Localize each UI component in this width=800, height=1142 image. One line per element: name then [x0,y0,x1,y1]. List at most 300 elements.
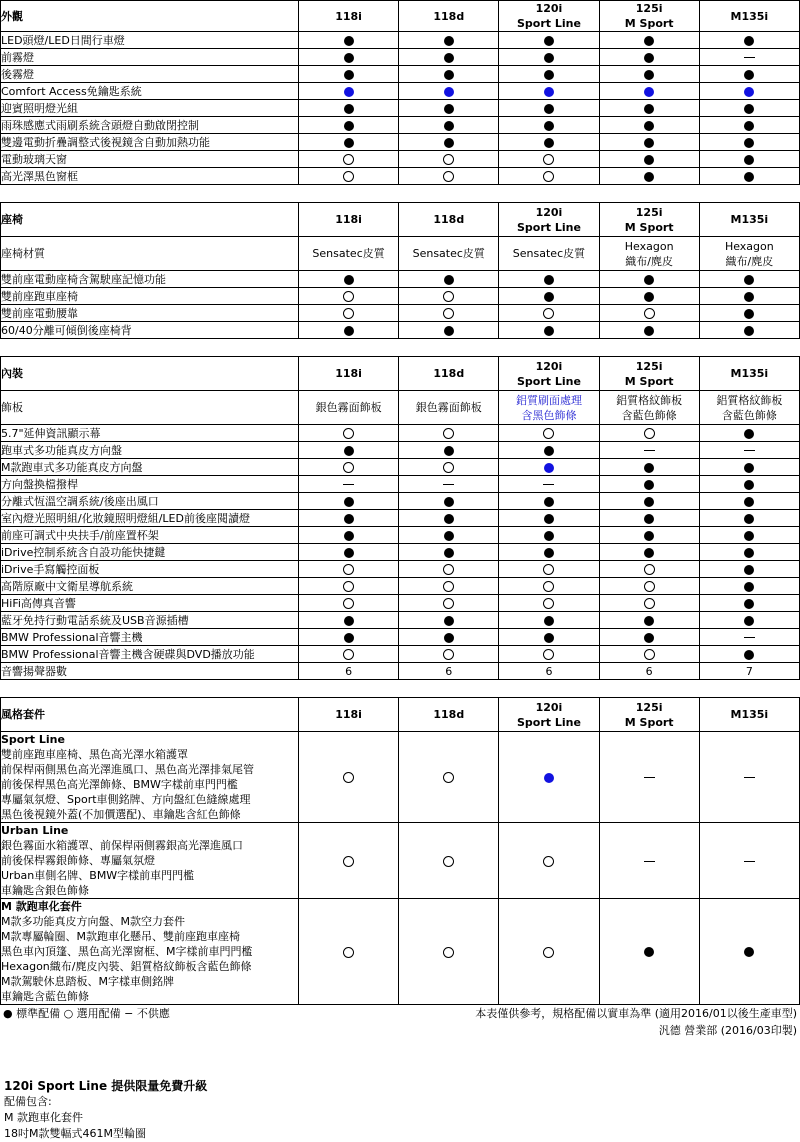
table-row [1,459,800,476]
optional-circle-icon [543,856,554,867]
table-row [1,322,800,339]
row-label: 座椅材質 [1,237,299,271]
standard-dot-icon [644,633,654,643]
package-row [1,732,800,823]
row-label: 雨珠感應式雨刷系統含頭燈自動啟閉控制 [1,117,299,134]
row-value [599,459,699,476]
row-value [499,83,599,100]
package-description [1,823,299,899]
table-row [1,476,800,493]
row-label: 雙前座跑車座椅 [1,288,299,305]
promo-item: M 款跑車化套件 [4,1111,83,1124]
row-value [399,732,499,823]
row-value [399,271,499,288]
standard-dot-icon [644,138,654,148]
value-text: 6 [545,664,553,678]
row-value [299,493,399,510]
row-value [499,612,599,629]
exterior-table [0,0,800,185]
row-value [299,732,399,823]
standard-dot-icon [744,326,754,336]
row-value [699,134,799,151]
table-row [1,32,800,49]
optional-circle-icon [443,772,454,783]
row-value [599,83,699,100]
package-feature: 雙前座跑車座椅、黑色高光澤水箱護罩 [1,748,188,761]
optional-circle-icon [343,772,354,783]
optional-circle-icon [343,154,354,165]
standard-dot-icon [744,582,754,592]
row-value [599,425,699,442]
standard-dot-icon [644,497,654,507]
row-value [299,117,399,134]
row-value [399,561,499,578]
standard-dot-icon [344,138,354,148]
standard-dot-icon [744,548,754,558]
table-row [1,646,800,663]
row-value [399,612,499,629]
row-value [499,899,599,1005]
package-feature: 黑色後視鏡外蓋(不加價選配)、車鑰匙含紅色飾條 [1,808,241,821]
row-value [499,168,599,185]
package-name: M 款跑車化套件 [1,900,82,913]
packages-table [0,697,800,1005]
row-value [699,544,799,561]
row-label: 雙邊電動折疊調整式後視鏡含自動加熱功能 [1,134,299,151]
standard-dot-icon [344,497,354,507]
row-value [599,288,699,305]
row-value [599,493,699,510]
table-row [1,151,800,168]
row-value [599,544,699,561]
row-value [399,544,499,561]
row-value [399,823,499,899]
trim-row [1,391,800,425]
standard-dot-icon [344,633,354,643]
interior-table [0,356,800,680]
row-value [399,134,499,151]
standard-dot-icon [344,616,354,626]
standard-dot-icon [544,633,554,643]
dealer-note: 汎德 營業部 (2016/03印製) [658,1024,797,1037]
standard-dot-icon [544,121,554,131]
cell-text: 鋁質格紋飾板 含藍色飾條 [599,391,699,425]
table-row [1,425,800,442]
package-feature: 車鑰匙含銀色飾條 [1,884,89,897]
value-text: 6 [345,664,353,678]
standard-dot-icon [644,53,654,63]
row-value [599,527,699,544]
table-row [1,493,800,510]
optional-circle-icon [543,598,554,609]
table-row [1,83,800,100]
standard-dot-icon [644,947,654,957]
standard-dot-icon [644,172,654,182]
row-label: 前霧燈 [1,49,299,66]
row-value [699,83,799,100]
row-value [699,442,799,459]
optional-circle-icon [644,649,655,660]
row-value [299,288,399,305]
standard-dot-icon [744,172,754,182]
table-row [1,527,800,544]
row-label: 雙前座電動座椅含駕駛座記憶功能 [1,271,299,288]
model-header: M135i [699,357,799,391]
package-description [1,732,299,823]
value-text: 6 [445,664,453,678]
standard-dot-icon [744,104,754,114]
row-value [299,151,399,168]
model-header: 125i M Sport [599,357,699,391]
row-value [399,629,499,646]
not-available-dash-icon [644,861,655,862]
standard-dot-icon [544,531,554,541]
optional-circle-icon [543,171,554,182]
standard-dot-icon [444,326,454,336]
row-label: 方向盤換檔撥桿 [1,476,299,493]
row-value [299,425,399,442]
row-value [599,510,699,527]
standard-dot-icon [544,616,554,626]
model-header: 118d [399,1,499,32]
standard-dot-icon [744,514,754,524]
row-value [599,32,699,49]
optional-circle-icon [644,598,655,609]
row-value [499,510,599,527]
standard-dot-icon [444,121,454,131]
table-row [1,612,800,629]
row-value [399,117,499,134]
row-value [299,510,399,527]
blue-option-dot-icon [444,87,454,97]
row-value [299,823,399,899]
optional-circle-icon [443,947,454,958]
legend: ● 標準配備 ○ 選用配備 − 不供應 [3,1007,170,1020]
row-label: 高階原廠中文衛星導航系統 [1,578,299,595]
optional-circle-icon [644,581,655,592]
standard-dot-icon [444,36,454,46]
row-value [399,476,499,493]
standard-dot-icon [544,104,554,114]
standard-dot-icon [644,514,654,524]
standard-dot-icon [444,275,454,285]
optional-circle-icon [343,947,354,958]
row-value [599,117,699,134]
optional-circle-icon [343,649,354,660]
optional-circle-icon [443,649,454,660]
row-value [399,32,499,49]
standard-dot-icon [644,326,654,336]
model-header: 118i [299,698,399,732]
package-feature: Hexagon織布/麂皮內裝、鋁質格紋飾板含藍色飾條 [1,960,252,973]
row-value [399,595,499,612]
row-value [299,134,399,151]
section-title: 外觀 [1,1,299,32]
section-title: 內裝 [1,357,299,391]
row-value [699,732,799,823]
standard-dot-icon [644,275,654,285]
row-value [299,899,399,1005]
row-value [699,823,799,899]
row-value [499,151,599,168]
standard-dot-icon [544,548,554,558]
row-value [599,646,699,663]
row-value [599,305,699,322]
row-label: 分離式恆溫空調系統/後座出風口 [1,493,299,510]
optional-circle-icon [543,947,554,958]
row-value [599,663,699,680]
promo-item: 18吋M款雙輻式461M型輪圈 [4,1127,146,1140]
section-gap [0,185,800,202]
row-value [499,425,599,442]
row-value [299,100,399,117]
row-label: Comfort Access免鑰匙系統 [1,83,299,100]
row-value [499,493,599,510]
row-value [499,476,599,493]
standard-dot-icon [444,531,454,541]
row-value [499,595,599,612]
row-value [299,66,399,83]
row-value [299,476,399,493]
optional-circle-icon [644,308,655,319]
standard-dot-icon [744,155,754,165]
row-value [299,271,399,288]
cell-text: Sensatec皮質 [299,237,399,271]
row-value [499,732,599,823]
model-header: 118d [399,357,499,391]
model-header: 120i Sport Line [499,357,599,391]
optional-circle-icon [343,308,354,319]
row-value [599,151,699,168]
table-row [1,544,800,561]
row-value [599,899,699,1005]
optional-circle-icon [443,598,454,609]
model-header: 118d [399,698,499,732]
row-value [699,117,799,134]
row-value [399,646,499,663]
row-label: HiFi高傳真音響 [1,595,299,612]
optional-circle-icon [343,564,354,575]
cell-text: Hexagon 織布/麂皮 [599,237,699,271]
standard-dot-icon [744,429,754,439]
blue-option-dot-icon [544,773,554,783]
optional-circle-icon [443,171,454,182]
standard-dot-icon [344,326,354,336]
row-value [699,425,799,442]
standard-dot-icon [344,121,354,131]
row-label: BMW Professional音響主機含硬碟與DVD播放功能 [1,646,299,663]
promo-section [4,1078,207,1142]
row-value [699,288,799,305]
row-value [399,510,499,527]
table-row [1,442,800,459]
standard-dot-icon [644,292,654,302]
package-feature: 專屬氣氛燈、Sport車側銘牌、方向盤紅色縫線處理 [1,793,251,806]
standard-dot-icon [644,531,654,541]
standard-dot-icon [744,531,754,541]
row-value [399,493,499,510]
row-value [699,646,799,663]
row-value [699,578,799,595]
not-available-dash-icon [744,57,755,58]
table-row [1,134,800,151]
cell-text: 銀色霧面飾板 [299,391,399,425]
row-value [699,459,799,476]
standard-dot-icon [544,138,554,148]
not-available-dash-icon [744,861,755,862]
optional-circle-icon [543,564,554,575]
table-row [1,66,800,83]
standard-dot-icon [744,275,754,285]
promo-intro: 配備包含: [4,1095,52,1108]
row-label: 60/40分離可傾倒後座椅背 [1,322,299,339]
row-value [699,66,799,83]
table-row [1,561,800,578]
model-header: 125i M Sport [599,698,699,732]
standard-dot-icon [744,309,754,319]
row-value [299,49,399,66]
optional-circle-icon [443,856,454,867]
row-value [399,151,499,168]
optional-circle-icon [543,428,554,439]
standard-dot-icon [644,121,654,131]
package-description [1,899,299,1005]
model-header: 118d [399,203,499,237]
row-value [699,527,799,544]
optional-circle-icon [543,154,554,165]
optional-circle-icon [543,649,554,660]
standard-dot-icon [544,70,554,80]
row-value [299,612,399,629]
standard-dot-icon [744,121,754,131]
row-value [699,322,799,339]
row-value [499,322,599,339]
standard-dot-icon [344,531,354,541]
not-available-dash-icon [744,777,755,778]
row-value [499,100,599,117]
row-value [399,899,499,1005]
optional-circle-icon [343,428,354,439]
row-value [599,476,699,493]
package-feature: 黑色車內頂篷、黑色高光澤窗框、M字樣前車門門檻 [1,945,253,958]
row-value [499,629,599,646]
blue-option-dot-icon [344,87,354,97]
standard-dot-icon [344,70,354,80]
row-value [499,32,599,49]
model-header: M135i [699,1,799,32]
optional-circle-icon [343,291,354,302]
standard-dot-icon [444,616,454,626]
standard-dot-icon [344,36,354,46]
row-value [499,663,599,680]
row-value [699,899,799,1005]
optional-circle-icon [443,564,454,575]
row-label: 5.7"延伸資訊顯示幕 [1,425,299,442]
value-text: 6 [645,664,653,678]
standard-dot-icon [444,446,454,456]
not-available-dash-icon [543,484,554,485]
row-value [499,442,599,459]
model-header: M135i [699,203,799,237]
row-value [699,151,799,168]
optional-circle-icon [343,171,354,182]
cell-text: Sensatec皮質 [399,237,499,271]
row-label: 音響揚聲器數 [1,663,299,680]
optional-circle-icon [343,581,354,592]
row-value [699,271,799,288]
row-value [299,527,399,544]
row-label: 藍牙免持行動電話系統及USB音源插槽 [1,612,299,629]
disclaimer-note: 本表僅供參考，規格配備以實車為準 (適用2016/01以後生產車型) [475,1007,797,1020]
row-value [299,646,399,663]
row-value [599,100,699,117]
standard-dot-icon [744,947,754,957]
row-value [599,168,699,185]
row-value [599,612,699,629]
row-label: 電動玻璃天窗 [1,151,299,168]
row-label: 迎賓照明燈光組 [1,100,299,117]
cell-text: Sensatec皮質 [499,237,599,271]
row-value [299,578,399,595]
package-feature: 車鑰匙含藍色飾條 [1,990,89,1003]
model-header: 118i [299,1,399,32]
optional-circle-icon [343,856,354,867]
row-value [299,561,399,578]
row-value [299,629,399,646]
seats-header-row [1,203,800,237]
section-title: 座椅 [1,203,299,237]
row-value [499,117,599,134]
row-value [599,66,699,83]
optional-circle-icon [443,462,454,473]
package-feature: Urban車側名牌、BMW字樣前車門門檻 [1,869,195,882]
cell-text: Hexagon 織布/麂皮 [699,237,799,271]
not-available-dash-icon [744,637,755,638]
row-value [599,49,699,66]
package-feature: 前後保桿霧銀飾條、專屬氣氛燈 [1,854,155,867]
table-row [1,595,800,612]
optional-circle-icon [443,428,454,439]
row-label: LED頭燈/LED日間行車燈 [1,32,299,49]
value-text: 7 [745,664,753,678]
row-value [699,100,799,117]
not-available-dash-icon [644,777,655,778]
standard-dot-icon [744,463,754,473]
row-value [599,322,699,339]
row-value [699,168,799,185]
table-row [1,305,800,322]
row-value [699,561,799,578]
optional-circle-icon [543,308,554,319]
row-value [499,49,599,66]
model-header: 118i [299,357,399,391]
standard-dot-icon [644,70,654,80]
row-value [499,288,599,305]
table-row [1,49,800,66]
standard-dot-icon [344,514,354,524]
standard-dot-icon [544,514,554,524]
model-header: 118i [299,203,399,237]
standard-dot-icon [644,463,654,473]
standard-dot-icon [644,155,654,165]
standard-dot-icon [744,292,754,302]
table-row [1,117,800,134]
standard-dot-icon [644,36,654,46]
row-value [399,663,499,680]
package-row [1,899,800,1005]
standard-dot-icon [544,292,554,302]
standard-dot-icon [644,104,654,114]
